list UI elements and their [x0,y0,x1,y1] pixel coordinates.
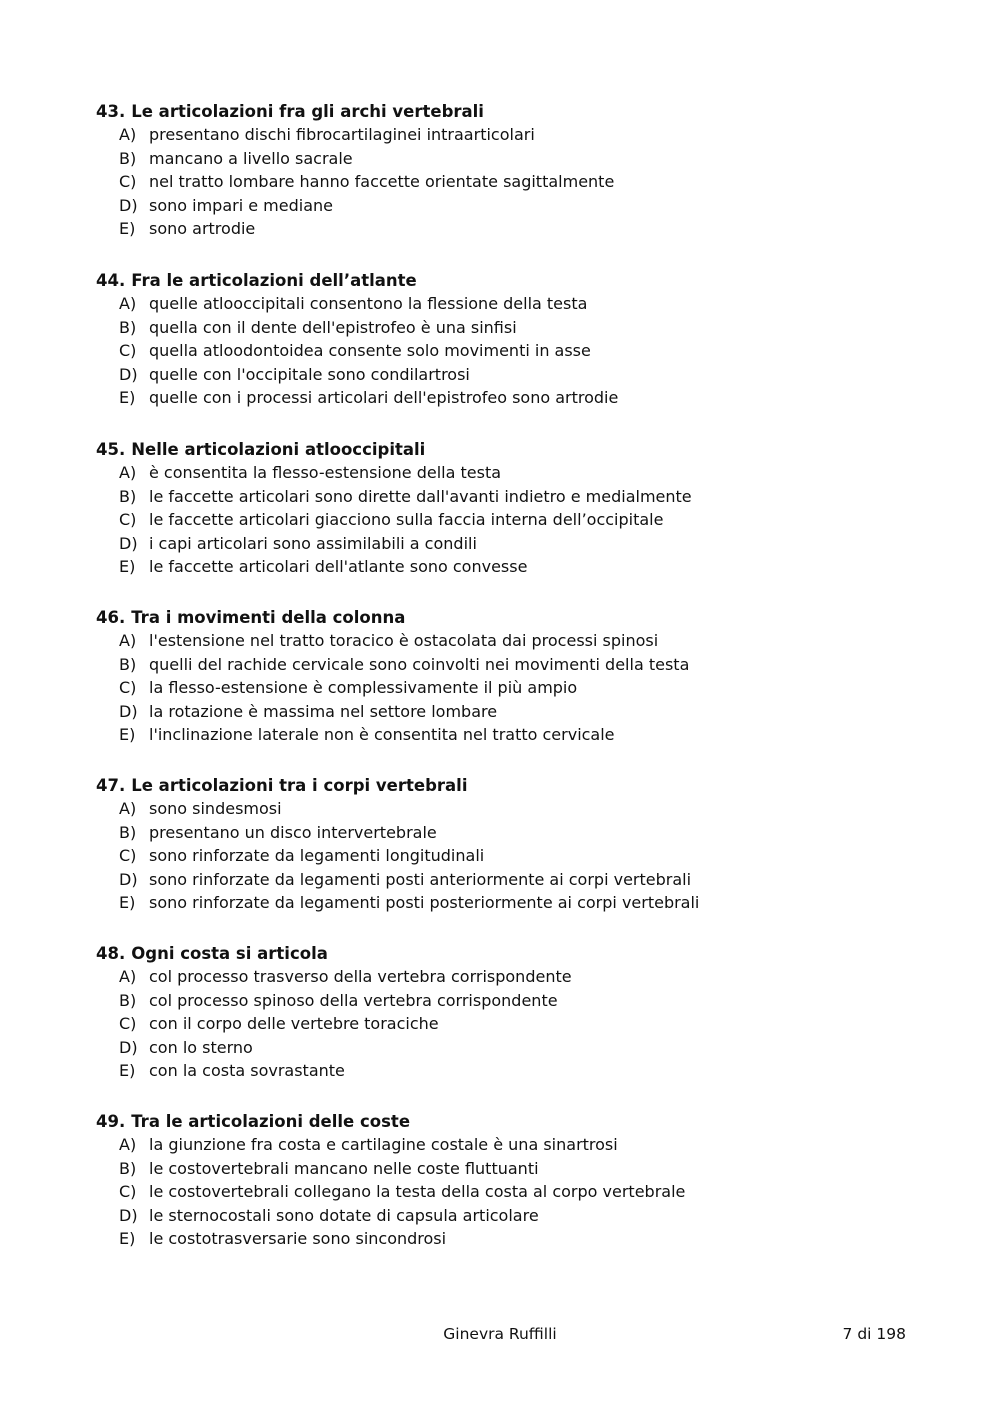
option-a [96,1133,956,1157]
option-text: i capi articolari sono assimilabili a condili [149,533,477,553]
option-text: quelle con l'occipitale sono condilartrosi [149,364,470,384]
question-text: Ogni costa si articola [131,944,328,963]
options-list [96,292,956,410]
question-title [96,942,956,965]
option-b [96,1157,956,1181]
option-text: sono rinforzate da legamenti posti posteriormente ai corpi vertebrali [149,893,700,912]
question-title [96,438,956,461]
option-text: le costotrasversarie sono sincondrosi [149,1229,447,1248]
option-letter: D) [119,701,138,721]
option-text: quelle atlooccipitali consentono la flessione della testa [149,294,588,313]
option-letter: C) [119,510,137,529]
question-text: Tra i movimenti della colonna [131,608,406,627]
page-number: 7 di 198 [842,1325,906,1343]
option-e [96,1059,956,1083]
option-letter: E) [119,893,136,912]
question-43 [96,100,956,241]
option-text: le faccette articolari sono dirette dall'avanti indietro e medialmente [149,486,692,506]
question-number: 48. [96,944,126,963]
option-c [96,339,956,363]
option-b [96,989,956,1013]
question-title [96,606,956,629]
option-d [96,1036,956,1060]
question-44 [96,269,956,410]
option-text: le faccette articolari dell'atlante sono convesse [149,557,528,576]
question-49 [96,1110,956,1251]
option-letter: E) [119,1229,136,1248]
option-letter: B) [119,317,137,337]
option-b [96,653,956,677]
option-text: presentano dischi fibrocartilaginei intraarticolari [149,125,535,144]
option-text: le sternocostali sono dotate di capsula articolare [149,1205,539,1225]
question-number: 45. [96,440,126,459]
option-letter: A) [119,125,137,144]
option-a [96,123,956,147]
option-text: le costovertebrali mancano nelle coste fluttuanti [149,1158,539,1178]
option-d [96,363,956,387]
options-list [96,461,956,579]
option-a [96,292,956,316]
option-a [96,965,956,989]
option-text: con la costa sovrastante [149,1061,345,1080]
options-list [96,629,956,747]
option-b [96,147,956,171]
option-text: col processo trasverso della vertebra corrispondente [149,967,572,986]
question-text: Le articolazioni tra i corpi vertebrali [131,776,468,795]
options-list [96,123,956,241]
option-e [96,891,956,915]
option-d [96,532,956,556]
options-list [96,1133,956,1251]
option-letter: D) [119,869,138,889]
option-letter: C) [119,172,137,191]
option-letter: B) [119,654,137,674]
option-letter: B) [119,822,137,842]
option-e [96,1227,956,1251]
option-letter: C) [119,846,137,865]
option-text: sono sindesmosi [149,799,282,818]
option-letter: A) [119,631,137,650]
option-a [96,629,956,653]
options-list [96,965,956,1083]
option-letter: D) [119,533,138,553]
option-text: quelli del rachide cervicale sono coinvolti nei movimenti della testa [149,654,690,674]
option-e [96,723,956,747]
option-text: sono rinforzate da legamenti posti anteriormente ai corpi vertebrali [149,869,692,889]
option-text: la flesso-estensione è complessivamente il più ampio [149,678,578,697]
option-letter: C) [119,1182,137,1201]
option-letter: C) [119,678,137,697]
option-letter: D) [119,364,138,384]
question-title [96,1110,956,1133]
question-text: Nelle articolazioni atlooccipitali [131,440,426,459]
option-letter: E) [119,219,136,238]
option-d [96,194,956,218]
option-letter: E) [119,388,136,407]
option-letter: E) [119,1061,136,1080]
option-letter: A) [119,799,137,818]
option-letter: C) [119,1014,137,1033]
option-c [96,844,956,868]
option-letter: A) [119,294,137,313]
option-c [96,1180,956,1204]
option-d [96,868,956,892]
question-text: Fra le articolazioni dell’atlante [131,271,417,290]
option-letter: A) [119,463,137,482]
option-d [96,700,956,724]
option-b [96,316,956,340]
question-number: 49. [96,1112,126,1131]
option-letter: B) [119,1158,137,1178]
option-a [96,797,956,821]
question-number: 47. [96,776,126,795]
option-text: quella con il dente dell'epistrofeo è una sinfisi [149,317,517,337]
option-text: le costovertebrali collegano la testa della costa al corpo vertebrale [149,1182,686,1201]
option-c [96,676,956,700]
option-letter: E) [119,725,136,744]
option-e [96,217,956,241]
option-letter: A) [119,967,137,986]
option-text: col processo spinoso della vertebra corrispondente [149,990,558,1010]
option-text: con lo sterno [149,1037,253,1057]
question-47 [96,774,956,915]
option-letter: B) [119,486,137,506]
option-letter: B) [119,990,137,1010]
question-title [96,100,956,123]
option-c [96,508,956,532]
option-text: mancano a livello sacrale [149,148,353,168]
option-letter: E) [119,557,136,576]
option-text: quelle con i processi articolari dell'epistrofeo sono artrodie [149,388,619,407]
options-list [96,797,956,915]
option-b [96,485,956,509]
option-text: sono rinforzate da legamenti longitudinali [149,846,485,865]
option-text: sono artrodie [149,219,256,238]
option-letter: A) [119,1135,137,1154]
option-text: quella atloodontoidea consente solo movimenti in asse [149,341,591,360]
footer-author: Ginevra Ruffilli [443,1325,557,1343]
question-number: 44. [96,271,126,290]
question-45 [96,438,956,579]
question-text: Tra le articolazioni delle coste [131,1112,411,1131]
question-title [96,269,956,292]
option-e [96,555,956,579]
option-letter: C) [119,341,137,360]
option-letter: D) [119,195,138,215]
option-text: l'estensione nel tratto toracico è ostacolata dai processi spinosi [149,631,659,650]
question-number: 46. [96,608,126,627]
option-text: sono impari e mediane [149,195,333,215]
option-text: la rotazione è massima nel settore lombare [149,701,498,721]
option-d [96,1204,956,1228]
option-text: la giunzione fra costa e cartilagine costale è una sinartrosi [149,1135,618,1154]
option-a [96,461,956,485]
option-c [96,170,956,194]
option-c [96,1012,956,1036]
option-text: presentano un disco intervertebrale [149,822,437,842]
question-46 [96,606,956,747]
option-letter: D) [119,1205,138,1225]
option-text: l'inclinazione laterale non è consentita nel tratto cervicale [149,725,615,744]
question-48 [96,942,956,1083]
option-letter: D) [119,1037,138,1057]
question-text: Le articolazioni fra gli archi vertebrali [131,102,484,121]
option-text: le faccette articolari giacciono sulla faccia interna dell’occipitale [149,510,664,529]
option-b [96,821,956,845]
option-text: nel tratto lombare hanno faccette orientate sagittalmente [149,172,615,191]
question-title [96,774,956,797]
option-letter: B) [119,148,137,168]
question-number: 43. [96,102,126,121]
option-e [96,386,956,410]
option-text: è consentita la flesso-estensione della testa [149,463,502,482]
option-text: con il corpo delle vertebre toraciche [149,1014,439,1033]
